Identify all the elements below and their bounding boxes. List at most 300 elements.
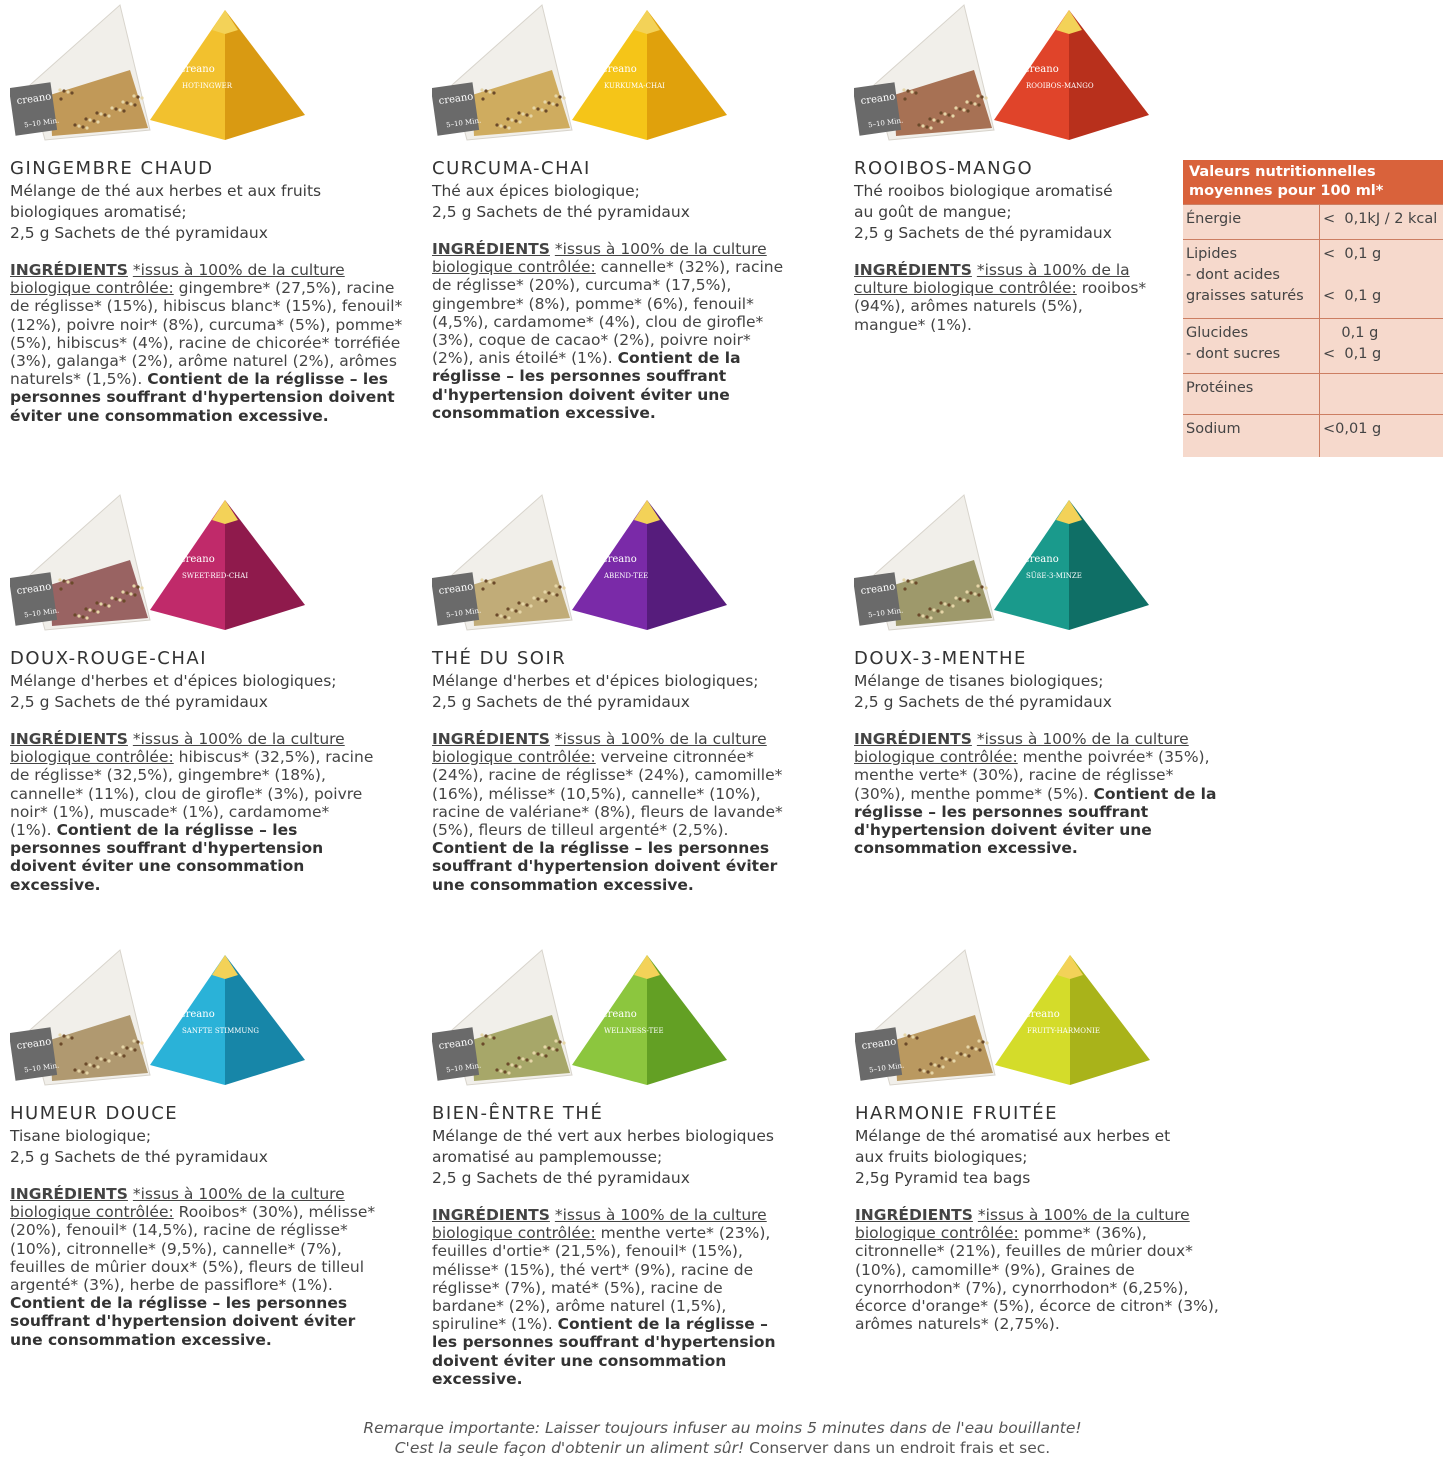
tea-speckle <box>96 610 99 613</box>
tea-speckle <box>110 106 113 109</box>
tea-speckle <box>904 1042 907 1045</box>
tea-speckle <box>114 597 117 600</box>
tea-speckle <box>510 118 513 121</box>
tea-speckle <box>480 88 483 91</box>
tea-speckle <box>59 587 62 590</box>
tea-speckle <box>929 1062 932 1065</box>
tea-speckle <box>547 101 550 104</box>
tea-speckle <box>488 580 491 583</box>
tea-speckle <box>518 1065 521 1068</box>
tea-speckle <box>958 107 961 110</box>
tea-speckle <box>70 1036 73 1039</box>
tag-brand-text: creano <box>861 1036 897 1053</box>
tea-speckle <box>551 592 554 595</box>
ingredients: INGRÉDIENTS *issus à 100% de la culture biologique contrôlée: gingembre* (27,5%), racine de réglisse* (15%), hibiscus blanc* (15%), fenouil* (12%), poivre noir* (8%), curcuma* (5%), pomme* (5%), hibiscus* (4%), racine de chicorée* torréfiée (3%), galanga* (2%), arôme naturel (2%), arômes naturels* (1,5%). Contient de la réglisse – les personnes souffrant d'hypertension doivent éviter une consommation excessive. <box>10 261 403 425</box>
tea-speckle <box>910 90 913 93</box>
tea-speckle <box>495 1068 498 1071</box>
tea-speckle <box>84 1062 87 1065</box>
tea-speckle <box>62 579 65 582</box>
tea-speckle <box>966 599 969 602</box>
tea-speckle <box>547 591 550 594</box>
tea-speckle <box>529 114 532 117</box>
product-title: HARMONIE FRUITÉE <box>855 1103 1059 1124</box>
tea-speckle <box>140 1041 143 1044</box>
tea-speckle <box>122 599 125 602</box>
tea-speckle <box>978 1048 981 1051</box>
tea-speckle <box>544 599 547 602</box>
tea-speckle <box>133 593 136 596</box>
footer-line2-italic: C'est la seule façon d'obtenir un aliment sûr! <box>394 1439 745 1457</box>
nutrition-table <box>1183 160 1443 457</box>
nutrition-row: Protéines <box>1183 373 1443 414</box>
tea-speckle <box>976 584 979 587</box>
tea-speckle <box>944 1057 947 1060</box>
tea-speckle <box>132 94 135 97</box>
tea-speckle <box>562 586 565 589</box>
tea-speckle <box>965 590 968 593</box>
pack-name-text: FRUITY-HARMONIE <box>1027 1027 1101 1035</box>
tea-speckle <box>966 109 969 112</box>
tea-speckle <box>976 94 979 97</box>
tea-speckle <box>518 610 521 613</box>
tea-speckle <box>554 1039 557 1042</box>
tea-speckle <box>81 615 84 618</box>
tea-speckle <box>110 596 113 599</box>
tea-speckle <box>977 593 980 596</box>
tea-speckle <box>947 113 950 116</box>
product-image <box>432 0 762 150</box>
tea-speckle <box>540 108 543 111</box>
product-image <box>854 0 1184 150</box>
tea-speckle <box>928 607 931 610</box>
tea-speckle <box>107 604 110 607</box>
tea-speckle <box>915 1036 918 1039</box>
tea-speckle <box>943 112 946 115</box>
tea-speckle <box>481 97 484 100</box>
product-illustration <box>10 945 340 1095</box>
product-title: CURCUMA-CHAI <box>432 158 591 179</box>
ingredients: INGRÉDIENTS *issus à 100% de la culture biologique contrôlée: cannelle* (32%), racine de réglisse* (20%), curcuma* (17,5%), gingembre* (8%), pomme* (6%), fenouil* (4,5%), cardamome* (4%), clou de girofle* (3%), coque de cacao* (2%), poivre noir* (2%), anis étoilé* (1%). Contient de la réglisse – les personnes souffrant d'hypertension doivent éviter une consommation excessive. <box>432 240 784 422</box>
tea-speckle <box>518 120 521 123</box>
tea-speckle <box>966 1045 969 1048</box>
tea-speckle <box>544 1054 547 1057</box>
tea-speckle <box>980 95 983 98</box>
tea-speckle <box>77 614 80 617</box>
tea-speckle <box>136 585 139 588</box>
product-illustration <box>854 0 1184 150</box>
pack-name-text: WELLNESS-TEE <box>604 1027 664 1035</box>
tea-speckle <box>543 590 546 593</box>
tea-speckle <box>77 1069 80 1072</box>
tea-speckle <box>932 608 935 611</box>
pack-name-text: HOT-INGWER <box>182 82 233 90</box>
tea-speckle <box>921 124 924 127</box>
tea-speckle <box>937 1064 940 1067</box>
product-image <box>855 945 1185 1095</box>
footer-note <box>0 1418 1445 1458</box>
ingredients: INGRÉDIENTS *issus à 100% de la culture biologique contrôlée: menthe poivrée* (35%), menthe verte* (30%), racine de réglisse* (30%), menthe pomme* (5%). Contient de la réglisse – les personnes souffrant d'hypertension doivent éviter une consommation excessive. <box>854 730 1217 858</box>
product-card <box>432 0 832 422</box>
tea-speckle <box>558 1040 561 1043</box>
tea-speckle <box>114 107 117 110</box>
tag-time-text: 5–10 Min. <box>445 1061 482 1075</box>
tea-speckle <box>122 1054 125 1057</box>
tea-speckle <box>532 106 535 109</box>
tea-speckle <box>107 114 110 117</box>
tea-speckle <box>562 96 565 99</box>
nutrition-row: Glucides - dont sucres 0,1 g < 0,1 g <box>1183 318 1443 373</box>
tea-speckle <box>959 1052 962 1055</box>
product-card <box>432 945 792 1388</box>
tea-speckle <box>103 113 106 116</box>
tea-speckle <box>122 109 125 112</box>
tea-speckle <box>930 1071 933 1074</box>
tea-speckle <box>536 597 539 600</box>
product-illustration <box>432 490 762 640</box>
product-image <box>10 0 340 150</box>
tea-speckle <box>66 1035 69 1038</box>
tea-speckle <box>940 610 943 613</box>
product-title: THÉ DU SOIR <box>432 648 567 669</box>
tea-speckle <box>77 124 80 127</box>
tag-brand-text: creano <box>16 581 52 598</box>
tea-speckle <box>103 1058 106 1061</box>
tea-speckle <box>925 125 928 128</box>
tea-speckle <box>521 112 524 115</box>
tag-brand-text: creano <box>16 1036 52 1053</box>
tea-speckle <box>939 601 942 604</box>
nutrition-header: Valeurs nutritionnelles moyennes pour 100 ml* <box>1183 160 1443 204</box>
tea-speckle <box>110 1051 113 1054</box>
tea-speckle <box>941 1065 944 1068</box>
product-title: DOUX-3-MENTHE <box>854 648 1027 669</box>
tag-time-text: 5–10 Min. <box>23 116 60 130</box>
tea-speckle <box>952 1059 955 1062</box>
tea-speckle <box>951 604 954 607</box>
tea-speckle <box>948 1058 951 1061</box>
product-illustration <box>432 0 762 150</box>
tea-speckle <box>555 593 558 596</box>
tea-speckle <box>958 597 961 600</box>
product-illustration <box>10 490 340 640</box>
tea-speckle <box>914 581 917 584</box>
tea-speckle <box>532 1051 535 1054</box>
product-title: GINGEMBRE CHAUD <box>10 158 214 179</box>
tea-speckle <box>918 1068 921 1071</box>
tea-speckle <box>517 601 520 604</box>
tea-speckle <box>99 112 102 115</box>
product-illustration <box>10 0 340 150</box>
tea-speckle <box>940 1056 943 1059</box>
tea-speckle <box>58 578 61 581</box>
tea-speckle <box>984 96 987 99</box>
tea-speckle <box>973 102 976 105</box>
tea-speckle <box>543 100 546 103</box>
tea-speckle <box>514 119 517 122</box>
tea-speckle <box>99 1057 102 1060</box>
tea-speckle <box>943 602 946 605</box>
tea-speckle <box>906 579 909 582</box>
tea-speckle <box>926 1070 929 1073</box>
tea-speckle <box>929 616 932 619</box>
tea-speckle <box>902 578 905 581</box>
tea-speckle <box>507 126 510 129</box>
tea-speckle <box>484 579 487 582</box>
tea-speckle <box>558 585 561 588</box>
tea-speckle <box>980 585 983 588</box>
tea-speckle <box>506 117 509 120</box>
tea-speckle <box>547 1046 550 1049</box>
tea-speckle <box>903 97 906 100</box>
tag-brand-text: creano <box>438 91 474 108</box>
tea-speckle <box>70 91 73 94</box>
tea-speckle <box>96 120 99 123</box>
tea-speckle <box>492 91 495 94</box>
tea-speckle <box>121 100 124 103</box>
tea-speckle <box>70 581 73 584</box>
product-title: ROOIBOS-MANGO <box>854 158 1034 179</box>
tea-speckle <box>903 587 906 590</box>
tea-speckle <box>99 602 102 605</box>
tea-speckle <box>962 108 965 111</box>
tea-speckle <box>125 1046 128 1049</box>
tea-speckle <box>969 101 972 104</box>
tea-speckle <box>558 95 561 98</box>
tag-brand-text: creano <box>860 581 896 598</box>
product-card <box>854 0 1154 334</box>
tag-time-text: 5–10 Min. <box>445 116 482 130</box>
tea-speckle <box>503 125 506 128</box>
tea-speckle <box>88 1063 91 1066</box>
tea-speckle <box>936 609 939 612</box>
product-card <box>10 0 410 425</box>
pack-name-text: SANFTE STIMMUNG <box>182 1027 260 1035</box>
tag-time-text: 5–10 Min. <box>23 1061 60 1075</box>
product-image <box>432 945 762 1095</box>
tea-speckle <box>129 592 132 595</box>
tea-speckle <box>970 1046 973 1049</box>
tea-speckle <box>495 123 498 126</box>
tea-speckle <box>59 1042 62 1045</box>
tea-speckle <box>947 603 950 606</box>
tea-speckle <box>928 117 931 120</box>
tea-speckle <box>480 578 483 581</box>
pack-brand-text: creano <box>1025 1009 1060 1020</box>
pack-brand-text: creano <box>602 64 637 75</box>
tea-speckle <box>488 90 491 93</box>
nutrition-row: Lipides - dont acides graisses saturés < 0,1 g < 0,1 g <box>1183 239 1443 318</box>
tea-speckle <box>96 1065 99 1068</box>
tea-speckle <box>507 1071 510 1074</box>
product-image <box>854 490 1184 640</box>
product-subtitle: Mélange de tisanes biologiques; 2,5 g Sachets de thé pyramidaux <box>854 672 1112 711</box>
tea-speckle <box>125 101 128 104</box>
product-title: DOUX-ROUGE-CHAI <box>10 648 208 669</box>
tea-speckle <box>62 1034 65 1037</box>
tea-speckle <box>965 100 968 103</box>
tea-speckle <box>92 1064 95 1067</box>
nutrition-row: Énergie < 0,1kJ / 2 kcal <box>1183 204 1443 239</box>
tea-speckle <box>939 111 942 114</box>
tea-speckle <box>974 1047 977 1050</box>
tea-speckle <box>903 1033 906 1036</box>
tea-speckle <box>529 604 532 607</box>
tea-speckle <box>95 111 98 114</box>
product-card <box>855 945 1225 1333</box>
tea-speckle <box>58 88 61 91</box>
product-subtitle: Mélange de thé aromatisé aux herbes et aux fruits biologiques; 2,5g Pyramid tea bags <box>855 1127 1171 1187</box>
tea-speckle <box>510 1063 513 1066</box>
product-illustration <box>855 945 1185 1095</box>
tea-speckle <box>906 89 909 92</box>
tea-speckle <box>484 1034 487 1037</box>
tea-speckle <box>132 584 135 587</box>
pack-brand-text: creano <box>602 1009 637 1020</box>
tea-speckle <box>521 1057 524 1060</box>
pack-name-text: KURKUMA-CHAI <box>604 82 665 90</box>
tea-speckle <box>132 1039 135 1042</box>
tea-speckle <box>917 123 920 126</box>
tag-time-text: 5–10 Min. <box>23 606 60 620</box>
ingredients: INGRÉDIENTS *issus à 100% de la culture biologique contrôlée: hibiscus* (32,5%), racine de réglisse* (32,5%), gingembre* (18%), cannelle* (11%), clou de girofle* (3%), poivre noir* (1%), muscade* (1%), cardamome* (1%). Contient de la réglisse – les personnes souffrant d'hypertension doivent éviter une consommation excessive. <box>10 730 374 894</box>
tea-speckle <box>551 102 554 105</box>
tea-speckle <box>133 1048 136 1051</box>
footer-line1: Remarque importante: Laisser toujours infuser au moins 5 minutes dans de l'eau bouillante! <box>363 1419 1082 1437</box>
tea-speckle <box>81 125 84 128</box>
tag-time-text: 5–10 Min. <box>867 116 904 130</box>
tea-speckle <box>917 613 920 616</box>
tea-speckle <box>544 109 547 112</box>
tea-speckle <box>484 89 487 92</box>
pack-brand-text: creano <box>180 554 215 565</box>
tea-speckle <box>973 592 976 595</box>
tea-speckle <box>984 586 987 589</box>
tea-speckle <box>940 120 943 123</box>
tea-speckle <box>911 1035 914 1038</box>
tea-speckle <box>981 1040 984 1043</box>
tea-speckle <box>66 90 69 93</box>
product-illustration <box>432 945 762 1095</box>
tea-speckle <box>118 1053 121 1056</box>
tea-speckle <box>103 603 106 606</box>
tea-speckle <box>525 1058 528 1061</box>
ingredients: INGRÉDIENTS *issus à 100% de la culture biologique contrôlée: pomme* (36%), citronnelle* (21%), feuilles de mûrier doux* (10%), camomille* (9%), Graines de cynorrhodon* (7%), cynorrhodon* (6,25%), écorce d'orange* (5%), écorce de citron* (3%), arômes naturels* (2,75%). <box>855 1206 1219 1334</box>
tea-speckle <box>118 108 121 111</box>
tea-speckle <box>914 91 917 94</box>
tea-speckle <box>492 581 495 584</box>
product-image <box>432 490 762 640</box>
tea-speckle <box>985 1041 988 1044</box>
tea-speckle <box>510 608 513 611</box>
tea-speckle <box>92 609 95 612</box>
tea-speckle <box>84 607 87 610</box>
tea-speckle <box>932 118 935 121</box>
pack-brand-text: creano <box>180 1009 215 1020</box>
tea-speckle <box>933 1063 936 1066</box>
tag-brand-text: creano <box>16 91 52 108</box>
nutrition-row: Sodium <0,01 g <box>1183 414 1443 457</box>
product-card <box>854 490 1224 857</box>
tea-speckle <box>507 616 510 619</box>
tea-speckle <box>517 111 520 114</box>
tea-speckle <box>118 598 121 601</box>
tea-speckle <box>66 580 69 583</box>
pack-name-text: SÜßE-3-MINZE <box>1026 572 1082 580</box>
tea-speckle <box>562 1041 565 1044</box>
product-subtitle: Mélange d'herbes et d'épices biologiques; 2,5 g Sachets de thé pyramidaux <box>10 672 337 711</box>
tea-speckle <box>554 584 557 587</box>
tea-speckle <box>540 1053 543 1056</box>
pack-name-text: ABEND-TEE <box>604 572 649 580</box>
tea-speckle <box>910 580 913 583</box>
tea-speckle <box>85 126 88 129</box>
tea-speckle <box>506 607 509 610</box>
tea-speckle <box>963 1053 966 1056</box>
tea-speckle <box>140 96 143 99</box>
product-card <box>10 945 410 1349</box>
tag-time-text: 5–10 Min. <box>868 1061 905 1075</box>
tea-speckle <box>955 1051 958 1054</box>
tea-speckle <box>929 126 932 129</box>
product-illustration <box>854 490 1184 640</box>
tea-speckle <box>62 89 65 92</box>
pack-brand-text: creano <box>1024 64 1059 75</box>
tea-speckle <box>73 123 76 126</box>
tea-speckle <box>129 102 132 105</box>
footer-line2-rest: Conserver dans un endroit frais et sec. <box>744 1439 1051 1457</box>
product-subtitle: Thé rooibos biologique aromatisé au goût de mangue; 2,5 g Sachets de thé pyramidaux <box>854 182 1113 242</box>
tea-speckle <box>58 1033 61 1036</box>
tea-speckle <box>481 1042 484 1045</box>
product-card <box>10 490 410 894</box>
tea-speckle <box>925 615 928 618</box>
product-title: HUMEUR DOUCE <box>10 1103 179 1124</box>
pack-brand-text: creano <box>180 64 215 75</box>
ingredients: INGRÉDIENTS *issus à 100% de la culture biologique contrôlée: menthe verte* (23%), feuilles d'ortie* (21,5%), fenouil* (15%), mélisse* (15%), thé vert* (9%), racine de réglisse* (7%), maté* (5%), racine de bardane* (2%), arôme naturel (1,5%), spiruline* (1%). Contient de la réglisse – les personnes souffrant d'hypertension doivent éviter une consommation excessive. <box>432 1206 776 1388</box>
product-title: BIEN-ÊNTRE THÉ <box>432 1103 604 1124</box>
tea-speckle <box>495 613 498 616</box>
tea-speckle <box>129 1047 132 1050</box>
tea-speckle <box>936 119 939 122</box>
ingredients: INGRÉDIENTS *issus à 100% de la culture biologique contrôlée: verveine citronnée* (24%), racine de réglisse* (24%), camomille* (16%), mélisse* (10,5%), cannelle* (10%), racine de valériane* (8%), fleurs de lavande* (5%), fleurs de tilleul argenté* (2,5%). Contient de la réglisse – les personnes souffrant d'hypertension doivent éviter une consommation excessive. <box>432 730 783 894</box>
tea-speckle <box>92 119 95 122</box>
tea-speckle <box>543 1045 546 1048</box>
tea-speckle <box>95 601 98 604</box>
ingredients: INGRÉDIENTS *issus à 100% de la culture biologique contrôlée: rooibos* (94%), arômes naturels (5%), mangue* (1%). <box>854 261 1147 334</box>
tea-speckle <box>107 1059 110 1062</box>
pack-brand-text: creano <box>1024 554 1059 565</box>
tea-speckle <box>492 1036 495 1039</box>
tea-speckle <box>921 614 924 617</box>
tea-speckle <box>525 113 528 116</box>
tea-speckle <box>540 598 543 601</box>
tea-speckle <box>962 598 965 601</box>
product-image <box>10 490 340 640</box>
tea-speckle <box>532 596 535 599</box>
tea-speckle <box>536 107 539 110</box>
tea-speckle <box>503 1070 506 1073</box>
tea-speckle <box>73 1068 76 1071</box>
tea-speckle <box>521 602 524 605</box>
tea-speckle <box>499 614 502 617</box>
tea-speckle <box>59 97 62 100</box>
tea-speckle <box>481 587 484 590</box>
tea-speckle <box>969 591 972 594</box>
tea-speckle <box>503 615 506 618</box>
tag-time-text: 5–10 Min. <box>445 606 482 620</box>
tea-speckle <box>136 1040 139 1043</box>
tea-speckle <box>73 613 76 616</box>
